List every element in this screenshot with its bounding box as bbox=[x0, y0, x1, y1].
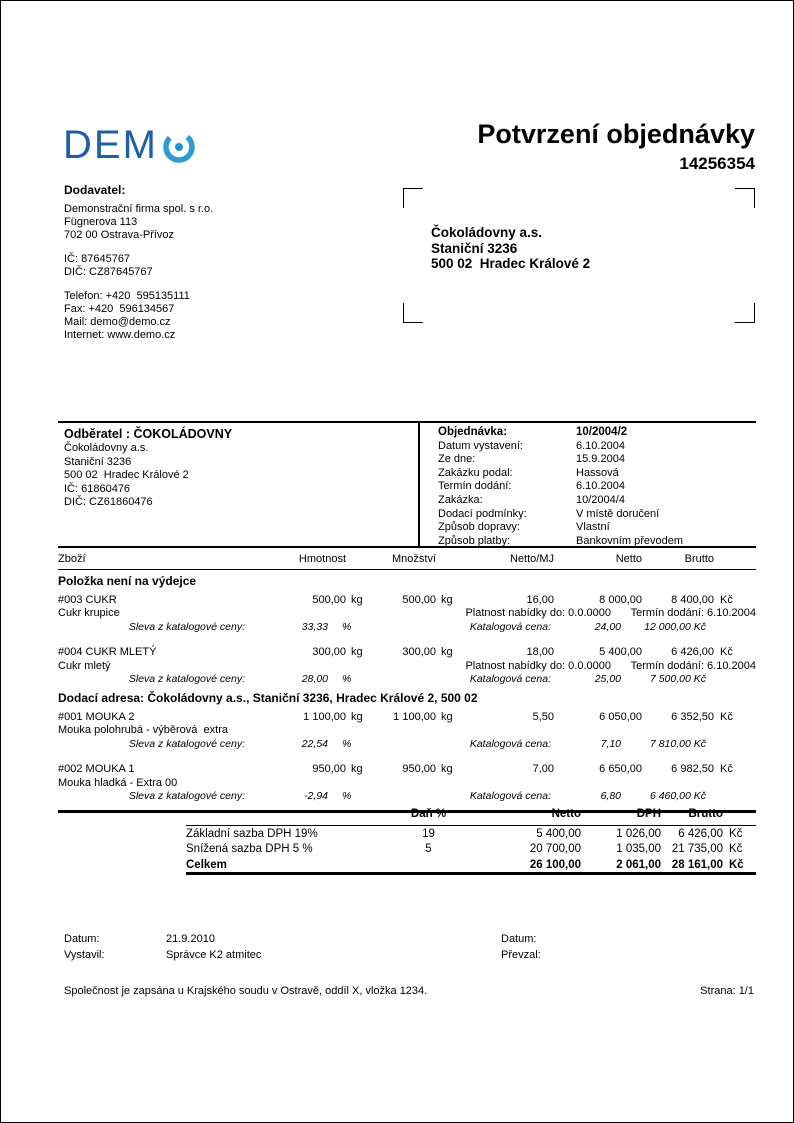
supplier-label: Dodavatel: bbox=[64, 183, 126, 197]
logo-text: DEM bbox=[63, 123, 158, 167]
order-row: Zakázka: 10/2004/4 bbox=[438, 493, 625, 506]
group-heading: Položka není na výdejce bbox=[58, 573, 197, 588]
order-row: Ze dne: 15.9.2004 bbox=[438, 453, 625, 466]
tax-table-header: Daň % Netto DPH Brutto bbox=[186, 805, 756, 826]
supplier-dic: DIČ: CZ87645767 bbox=[64, 266, 153, 278]
supplier-block bbox=[64, 184, 213, 353]
order-info-block bbox=[418, 423, 756, 546]
order-row: Zakázku podal: Hassová bbox=[438, 466, 619, 479]
item-description: Mouka hladká - Extra 00 bbox=[58, 776, 178, 789]
supplier-name: Demonstrační firma spol. s r.o. bbox=[64, 203, 214, 215]
supplier-internet: Internet: www.demo.cz bbox=[64, 329, 176, 341]
group-heading-delivery-address: Dodací adresa: Čokoládovny a.s., Staniční 3236, Hradec Králové 2, 500 02 bbox=[58, 690, 478, 705]
issue-date-value: 21.9.2010 bbox=[166, 933, 215, 945]
customer-order-section bbox=[58, 421, 756, 548]
order-row: Termín dodání: 6.10.2004 bbox=[438, 480, 625, 493]
window-corner-top-left bbox=[403, 188, 423, 208]
catalog-label: Katalogová cena: bbox=[469, 790, 551, 802]
tax-summary-table bbox=[186, 805, 756, 875]
window-corner-bottom-right bbox=[735, 303, 755, 323]
items-table-header: Zboží Hmotnost Množství Netto/MJ Netto Brutto bbox=[58, 550, 756, 570]
item-row-003-cukr: #003 CUKR 500,00 kg 500,00 kg 16,00 8 000,00 8 400,00 Kč Cukr krupice Platnost nabídky do: 0.0.0000 Termín dodání: 6.10.2004 Sleva z katalogové ceny: 33,33 % Katalogová cena: 24,00 12 000,00 Kč bbox=[58, 593, 756, 633]
customer-dic: DIČ: CZ61860476 bbox=[64, 496, 153, 508]
item-row-002-mouka1: #002 MOUKA 1 950,00 kg 950,00 kg 7,00 6 650,00 6 982,50 Kč Mouka hladká - Extra 00 Sleva z katalogové ceny: -2,94 % Katalogová cena: 6,80 6 460,00 Kč bbox=[58, 763, 733, 802]
customer-ic: IČ: 61860476 bbox=[64, 482, 131, 495]
supplier-fax: Fax: +420 596134567 bbox=[64, 303, 175, 315]
catalog-label: Katalogová cena: bbox=[469, 737, 551, 750]
discount-label: Sleva z katalogové ceny: bbox=[128, 790, 245, 802]
catalog-label: Katalogová cena: bbox=[469, 673, 551, 685]
item-delivery-date: Termín dodání: 6.10.2004 bbox=[630, 607, 756, 619]
item-description: Mouka polohrubá - výběrová extra bbox=[58, 724, 228, 736]
issue-date-row: Datum: 21.9.2010 bbox=[64, 933, 215, 945]
tax-row-reduced: Snížená sazba DPH 5 % 5 20 700,00 1 035,00 21 735,00 Kč bbox=[186, 843, 743, 855]
customer-street: Staniční 3236 bbox=[64, 455, 132, 468]
order-row: Způsob platby: Bankovním převodem bbox=[438, 534, 683, 547]
recipient-name: Čokoládovny a.s. bbox=[431, 225, 543, 240]
order-row: Způsob dopravy: Vlastní bbox=[438, 521, 610, 534]
catalog-label: Katalogová cena: bbox=[469, 620, 551, 633]
item-description: Cukr krupice bbox=[58, 607, 120, 619]
tax-row-standard: Základní sazba DPH 19% 19 5 400,00 1 026,00 6 426,00 Kč bbox=[186, 827, 743, 840]
window-corner-bottom-left bbox=[403, 303, 423, 323]
discount-label: Sleva z katalogové ceny: bbox=[128, 737, 245, 750]
customer-city: 500 02 Hradec Králové 2 bbox=[64, 469, 189, 481]
supplier-mail: Mail: demo@demo.cz bbox=[64, 316, 171, 328]
page-title: Potvrzení objednávky bbox=[477, 119, 755, 149]
registration-note: Společnost je zapsána u Krajského soudu v Ostravě, oddíl X, vložka 1234. bbox=[64, 985, 428, 997]
order-row: Objednávka: 10/2004/2 bbox=[438, 426, 628, 438]
received-by-row: Převzal: bbox=[501, 949, 541, 961]
window-corner-top-right bbox=[735, 188, 755, 208]
logo-ring-icon bbox=[160, 127, 198, 165]
document-title-block bbox=[477, 119, 755, 174]
document-number: 14256354 bbox=[679, 154, 755, 173]
page-number: Strana: 1/1 bbox=[700, 985, 754, 997]
discount-label: Sleva z katalogové ceny: bbox=[128, 620, 245, 633]
supplier-phone: Telefon: +420 595135111 bbox=[64, 290, 190, 302]
item-row-001-mouka2: #001 MOUKA 2 1 100,00 kg 1 100,00 kg 5,50 6 050,00 6 352,50 Kč Mouka polohrubá - výběrová extra Sleva z katalogové ceny: 22,54 % Katalogová cena: 7,10 7 810,00 Kč bbox=[58, 710, 733, 750]
recipient-address bbox=[431, 225, 590, 272]
item-description: Cukr mletý bbox=[58, 659, 111, 672]
customer-heading: Odběratel : ČOKOLÁDOVNY bbox=[64, 427, 233, 441]
customer-block bbox=[64, 426, 232, 510]
item-offer-validity: Platnost nabídky do: 0.0.0000 bbox=[465, 659, 611, 672]
supplier-city: 702 00 Ostrava-Přívoz bbox=[64, 229, 175, 241]
recipient-street: Staniční 3236 bbox=[431, 240, 518, 256]
items-table bbox=[58, 550, 756, 813]
issued-by-row: Vystavil: Správce K2 atmitec bbox=[64, 949, 262, 961]
discount-label: Sleva z katalogové ceny: bbox=[128, 673, 245, 685]
tax-row-total: Celkem 26 100,00 2 061,00 28 161,00 Kč bbox=[186, 858, 744, 871]
order-row: Dodací podmínky: V místě doručení bbox=[438, 507, 660, 520]
item-delivery-date: Termín dodání: 6.10.2004 bbox=[630, 659, 756, 672]
supplier-street: Fügnerova 113 bbox=[64, 216, 138, 228]
issued-by-value: Správce K2 atmitec bbox=[166, 949, 262, 961]
customer-name: Čokoládovny a.s. bbox=[64, 442, 149, 454]
company-logo bbox=[63, 125, 198, 165]
item-offer-validity: Platnost nabídky do: 0.0.0000 bbox=[465, 607, 611, 619]
item-row-004-cukr-mlety: #004 CUKR MLETÝ 300,00 kg 300,00 kg 18,00 5 400,00 6 426,00 Kč Cukr mletý Platnost nabídky do: 0.0.0000 Termín dodání: 6.10.2004 Sleva z katalogové ceny: 28,00 % Katalogová cena: 25,00 7 500,00 Kč bbox=[58, 646, 756, 685]
receive-date-row: Datum: bbox=[501, 933, 537, 945]
recipient-city: 500 02 Hradec Králové 2 bbox=[431, 256, 591, 271]
supplier-ic: IČ: 87645767 bbox=[64, 253, 131, 265]
order-row: Datum vystavení: 6.10.2004 bbox=[438, 439, 625, 452]
